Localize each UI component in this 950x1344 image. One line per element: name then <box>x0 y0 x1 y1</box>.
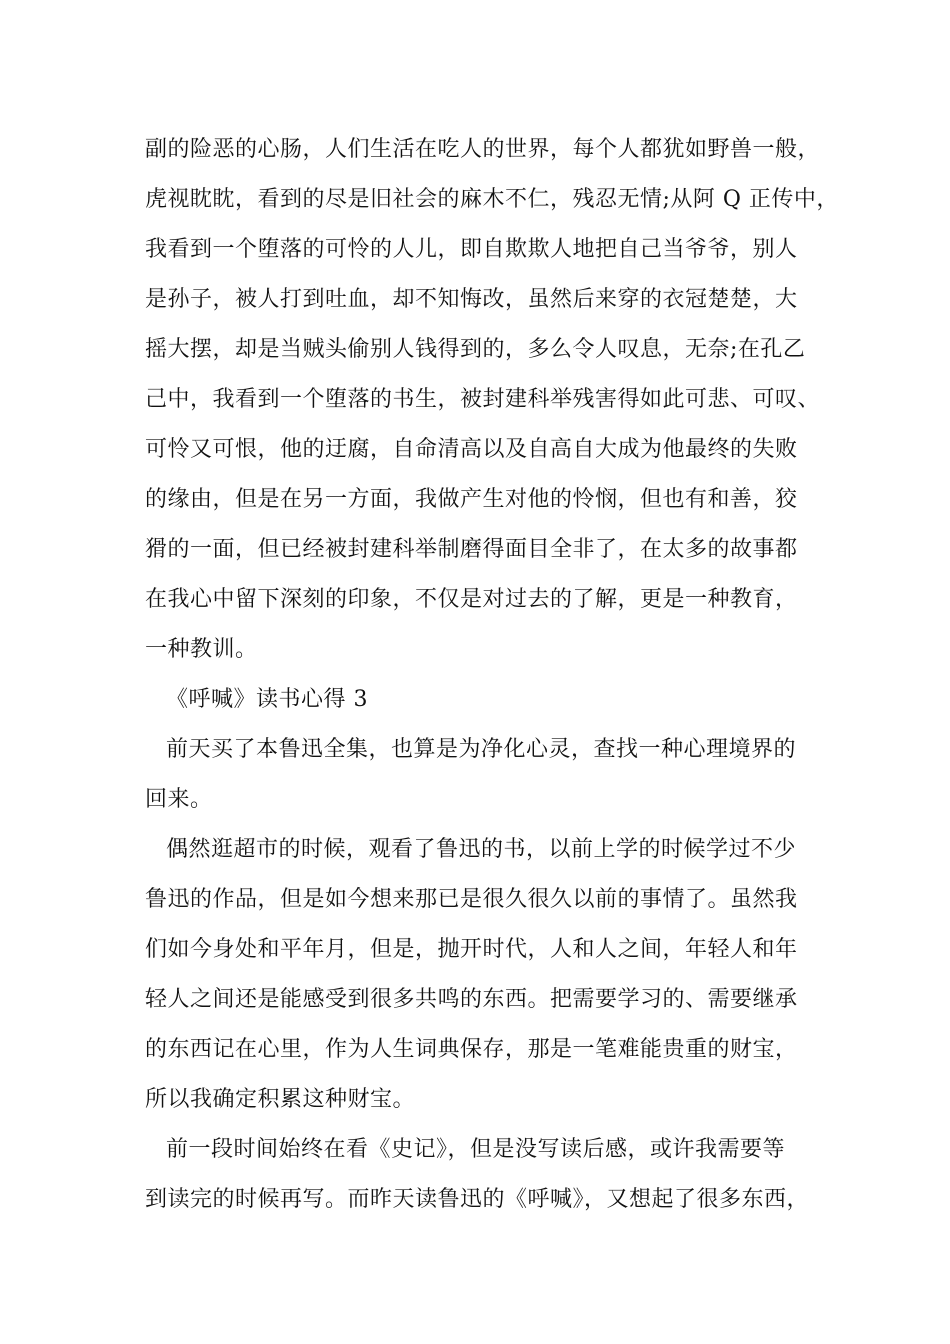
paragraph-2-line-1: 前天买了本鲁迅全集，也算是为净化心灵，查找一种心理境界的 <box>166 737 797 762</box>
paragraph-1-line-6: 己中，我看到一个堕落的书生，被封建科举残害得如此可悲、可叹、 <box>145 387 821 412</box>
paragraph-4-line-2: 到读完的时候再写。而昨天读鲁迅的《呼喊》，又想起了很多东西， <box>145 1187 810 1212</box>
paragraph-1-line-4: 是孙子，被人打到吐血，却不知悔改，虽然后来穿的衣冠楚楚，大 <box>145 287 798 312</box>
paragraph-1-line-2: 虎视眈眈，看到的尽是旧社会的麻木不仁，残忍无情;从阿 Q 正传中， <box>145 187 839 212</box>
paragraph-3-line-5: 的东西记在心里，作为人生词典保存，那是一笔难能贵重的财宝， <box>145 1037 798 1062</box>
paragraph-1-line-9: 猾的一面，但已经被封建科举制磨得面目全非了，在太多的故事都 <box>145 537 798 562</box>
paragraph-3-line-6: 所以我确定积累这种财宝。 <box>145 1087 416 1112</box>
paragraph-1-line-7: 可怜又可恨，他的迂腐，自命清高以及自高自大成为他最终的失败 <box>145 437 798 462</box>
paragraph-3-line-4: 轻人之间还是能感受到很多共鸣的东西。把需要学习的、需要继承 <box>145 987 798 1012</box>
paragraph-3-line-3: 们如今身处和平年月，但是，抛开时代，人和人之间，年轻人和年 <box>145 937 798 962</box>
paragraph-3-line-2: 鲁迅的作品，但是如今想来那已是很久很久以前的事情了。虽然我 <box>145 887 798 912</box>
paragraph-3-line-1: 偶然逛超市的时候，观看了鲁迅的书，以前上学的时候学过不少 <box>166 837 797 862</box>
paragraph-4-line-1: 前一段时间始终在看《史记》，但是没写读后感，或许我需要等 <box>166 1137 786 1162</box>
paragraph-1-line-10: 在我心中留下深刻的印象，不仅是对过去的了解，更是一种教育， <box>145 587 798 612</box>
paragraph-1-line-8: 的缘由，但是在另一方面，我做产生对他的怜悯，但也有和善，狡 <box>145 487 798 512</box>
paragraph-2-line-2: 回来。 <box>145 787 213 812</box>
paragraph-1-line-3: 我看到一个堕落的可怜的人儿，即自欺欺人地把自己当爷爷，别人 <box>145 237 798 262</box>
paragraph-1-line-5: 摇大摆，却是当贼头偷别人钱得到的，多么令人叹息，无奈;在孔乙 <box>145 337 806 362</box>
section-heading: 《呼喊》读书心得 3 <box>166 687 368 712</box>
paragraph-1-line-1: 副的险恶的心肠，人们生活在吃人的世界，每个人都犹如野兽一般， <box>145 137 821 162</box>
paragraph-1-line-11: 一种教训。 <box>145 637 258 662</box>
